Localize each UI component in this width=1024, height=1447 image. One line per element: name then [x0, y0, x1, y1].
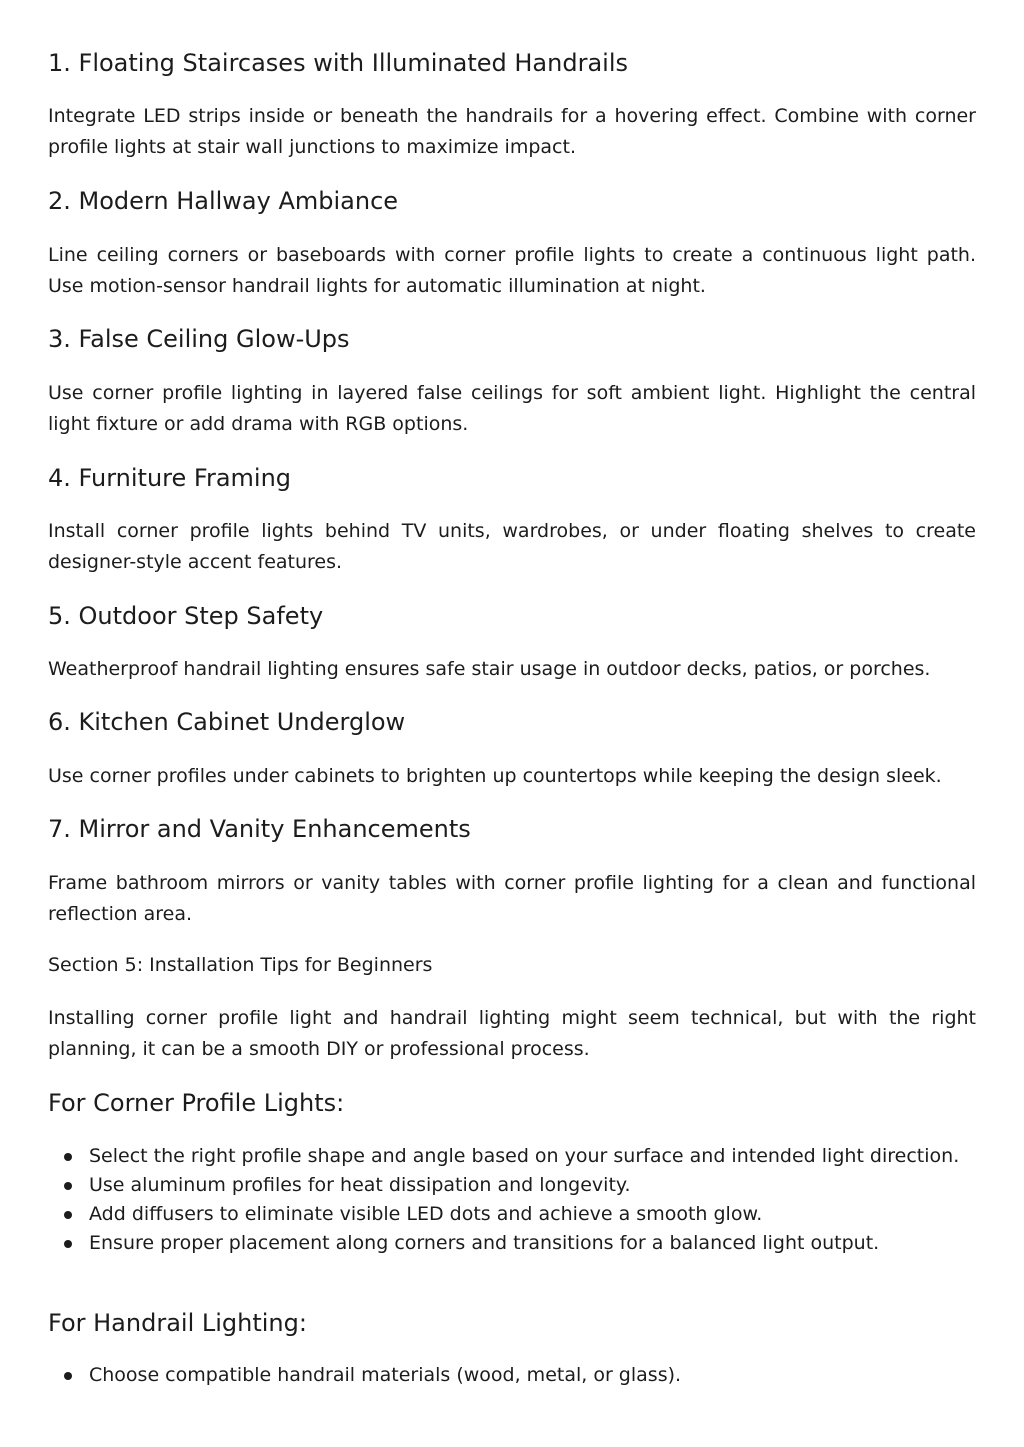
- list-item-text: Ensure proper placement along corners and transitions for a balanced light output.: [89, 1232, 880, 1254]
- section-heading-outdoor-step-safety: 5. Outdoor Step Safety: [48, 602, 324, 630]
- list-item-text: Choose compatible handrail materials (wood, metal, or glass).: [89, 1364, 682, 1386]
- section-heading-floating-staircases: 1. Floating Staircases with Illuminated Handrails: [48, 49, 628, 77]
- corner-profile-list: [48, 1142, 976, 1258]
- section-heading-false-ceiling: 3. False Ceiling Glow-Ups: [48, 325, 350, 353]
- section-body-floating-staircases: Integrate LED strips inside or beneath the handrails for a hovering effect. Combine with corner profile lights at stair wall junctions to maximize impact.: [48, 105, 976, 158]
- section-heading-kitchen-cabinet: 6. Kitchen Cabinet Underglow: [48, 708, 406, 736]
- list-item: [48, 1171, 976, 1200]
- installation-intro: Installing corner profile light and handrail lighting might seem technical, but with the right planning, it can be a smooth DIY or professional process.: [48, 1007, 976, 1060]
- corner-profile-heading: For Corner Profile Lights:: [48, 1089, 345, 1117]
- list-item-text: Add diffusers to eliminate visible LED dots and achieve a smooth glow.: [89, 1203, 763, 1225]
- list-item-text: Use aluminum profiles for heat dissipation and longevity.: [89, 1174, 631, 1196]
- bullet-icon: [64, 1153, 72, 1161]
- handrail-list: [48, 1361, 976, 1390]
- list-item: [48, 1229, 976, 1258]
- list-item: [48, 1142, 976, 1171]
- section-body-hallway-ambiance: Line ceiling corners or baseboards with corner profile lights to create a continuous light path. Use motion-sensor handrail lights for automatic illumination at night.: [48, 244, 976, 297]
- bullet-icon: [64, 1211, 72, 1219]
- list-item: [48, 1200, 976, 1229]
- section-body-false-ceiling: Use corner profile lighting in layered false ceilings for soft ambient light. Highlight the central light fixture or add drama with RGB options.: [48, 382, 976, 435]
- bullet-icon: [64, 1372, 72, 1380]
- section-body-outdoor-step-safety: Weatherproof handrail lighting ensures safe stair usage in outdoor decks, patios, or porches.: [48, 658, 931, 680]
- bullet-icon: [64, 1240, 72, 1248]
- section-heading-mirror-vanity: 7. Mirror and Vanity Enhancements: [48, 815, 471, 843]
- section-heading-hallway-ambiance: 2. Modern Hallway Ambiance: [48, 187, 399, 215]
- section-body-furniture-framing: Install corner profile lights behind TV units, wardrobes, or under floating shelves to create designer-style accent features.: [48, 520, 976, 573]
- section-body-kitchen-cabinet: Use corner profiles under cabinets to brighten up countertops while keeping the design sleek.: [48, 765, 942, 787]
- installation-title: Section 5: Installation Tips for Beginners: [48, 954, 433, 976]
- section-body-mirror-vanity: Frame bathroom mirrors or vanity tables with corner profile lighting for a clean and functional reflection area.: [48, 872, 976, 925]
- handrail-heading: For Handrail Lighting:: [48, 1309, 307, 1337]
- bullet-icon: [64, 1182, 72, 1190]
- list-item-text: Select the right profile shape and angle based on your surface and intended light direction.: [89, 1145, 960, 1167]
- section-heading-furniture-framing: 4. Furniture Framing: [48, 464, 292, 492]
- list-item: [48, 1361, 976, 1390]
